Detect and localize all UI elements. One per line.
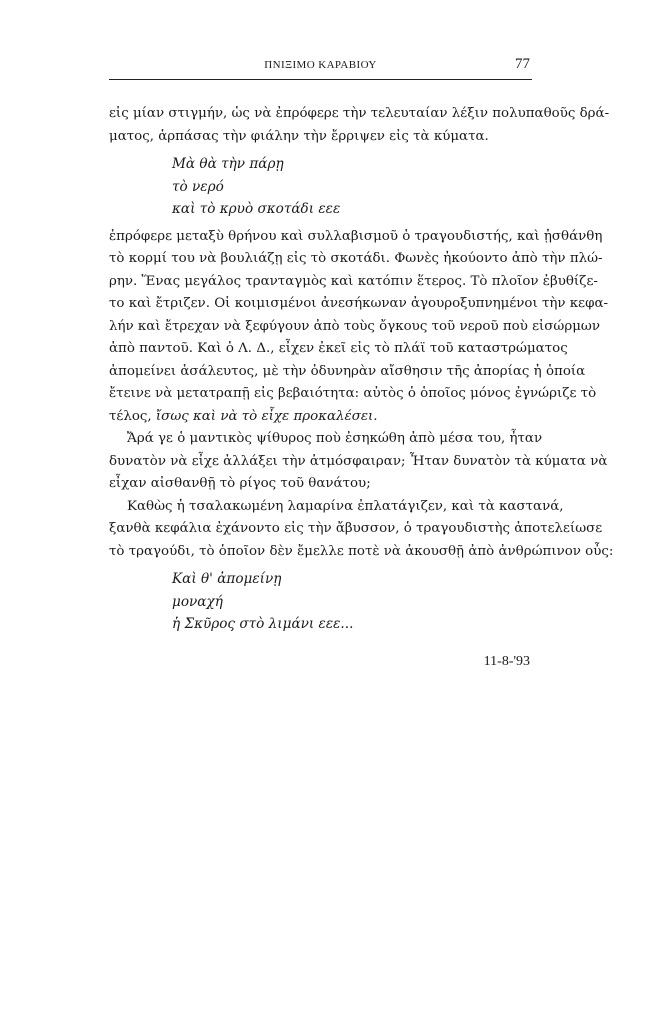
italic-phrase: ἴσως καὶ νὰ τὸ εἶχε προκαλέσει.	[155, 408, 378, 424]
text-line: ἐπρόφερε μεταξὺ θρήνου καὶ συλλαβισμοῦ ὁ τραγουδιστής, καὶ ᾐσθάνθη	[109, 228, 603, 244]
header-rule	[109, 79, 532, 80]
text-line: λήν καὶ ἔτρεχαν νὰ ξεφύγουν ἀπὸ τοὺς ὄγκους τοῦ νεροῦ ποὺ εἰσώρμων	[109, 318, 600, 334]
verse-line: τὸ νερό	[172, 178, 224, 195]
paragraph-3	[109, 428, 608, 496]
verse-line: ἡ Σκῦρος στὸ λιμάνι εεε...	[172, 616, 354, 632]
text-line: τὸ τραγούδι, τὸ ὁποῖον δὲν ἔμελλε ποτὲ νὰ ἀκουσθῇ ἀπὸ ἀνθρώπινον οὖς:	[109, 543, 614, 559]
verse-1	[109, 153, 532, 221]
text-line: ἀπὸ παντοῦ. Καὶ ὁ Λ. Δ., εἶχεν ἐκεῖ εἰς τὸ πλάϊ τοῦ καταστρώματος	[109, 341, 568, 356]
text-line-start: τέλος,	[109, 408, 156, 424]
text-line: ξανθὰ κεφάλια ἐχάνοντο εἰς τὴν ἄβυσσον, ὁ τραγουδιστὴς ἀποτελείωσε	[109, 521, 603, 536]
running-title: ΠΝΙΞΙΜΟ ΚΑΡΑΒΙΟΥ	[264, 59, 377, 71]
text-line: ἔτεινε νὰ μετατραπῇ εἰς βεβαιότητα: αὐτὸς ὁ ὁποῖος μόνος ἐγνώριζε τὸ	[109, 386, 597, 401]
verse-line: Μὰ θὰ τὴν πάρῃ	[172, 156, 284, 172]
text-line: τὸ κορμί του νὰ βουλιάζῃ εἰς τὸ σκοτάδι. Φωνὲς ἠκούοντο ἀπὸ τὴν πλώ-	[109, 251, 603, 266]
verse-line: Καὶ θ' ἀπομείνῃ	[172, 571, 282, 587]
text-line: εἰς μίαν στιγμήν, ὡς νὰ ἐπρόφερε τὴν τελευταίαν λέξιν πολυπαθοῦς δρά-	[109, 106, 610, 121]
text-line: εἶχαν αἰσθανθῇ τὸ ρίγος τοῦ θανάτου;	[109, 476, 371, 491]
paragraph-1	[109, 103, 610, 148]
date-signature: 11-8-'93	[483, 653, 530, 669]
page-number: 77	[515, 56, 530, 72]
text-line: ματος, ἁρπάσας τὴν φιάλην τὴν ἔρριψεν εἰς τὰ κύματα.	[109, 128, 489, 144]
verse-2	[109, 568, 532, 636]
text-line: ἀπομείνει ἀσάλευτος, μὲ τὴν ὀδυνηρὰν αἴσθησιν τῆς ἀπορίας ἡ ὁποία	[109, 363, 586, 379]
page-header	[109, 56, 532, 76]
text-line: το καὶ ἔτριζεν. Οἱ κοιμισμένοι ἀνεσήκωναν ἀγουροξυπνημένοι τὴν κεφα-	[109, 296, 609, 311]
paragraph-4	[109, 496, 614, 564]
text-line	[109, 406, 532, 429]
verse-line: μοναχή	[172, 593, 223, 610]
paragraph-2	[109, 226, 609, 429]
text-line: ρην. Ἕνας μεγάλος τρανταγμὸς καὶ κατόπιν ἕτερος. Τὸ πλοῖον ἐβυθίζε-	[109, 273, 598, 289]
verse-line: καὶ τὸ κρυὸ σκοτάδι εεε	[172, 201, 341, 217]
text-line: Ἄρά γε ὁ μαντικὸς ψίθυρος ποὺ ἐσηκώθη ἀπὸ μέσα του, ἦταν	[127, 431, 543, 446]
text-line: Καθὼς ἡ τσαλακωμένη λαμαρίνα ἐπλατάγιζεν, καὶ τὰ καστανά,	[127, 498, 564, 514]
text-line: δυνατὸν νὰ εἶχε ἀλλάξει τὴν ἀτμόσφαιραν; Ἦταν δυνατὸν τὰ κύματα νὰ	[109, 453, 608, 469]
body-text	[109, 103, 614, 670]
